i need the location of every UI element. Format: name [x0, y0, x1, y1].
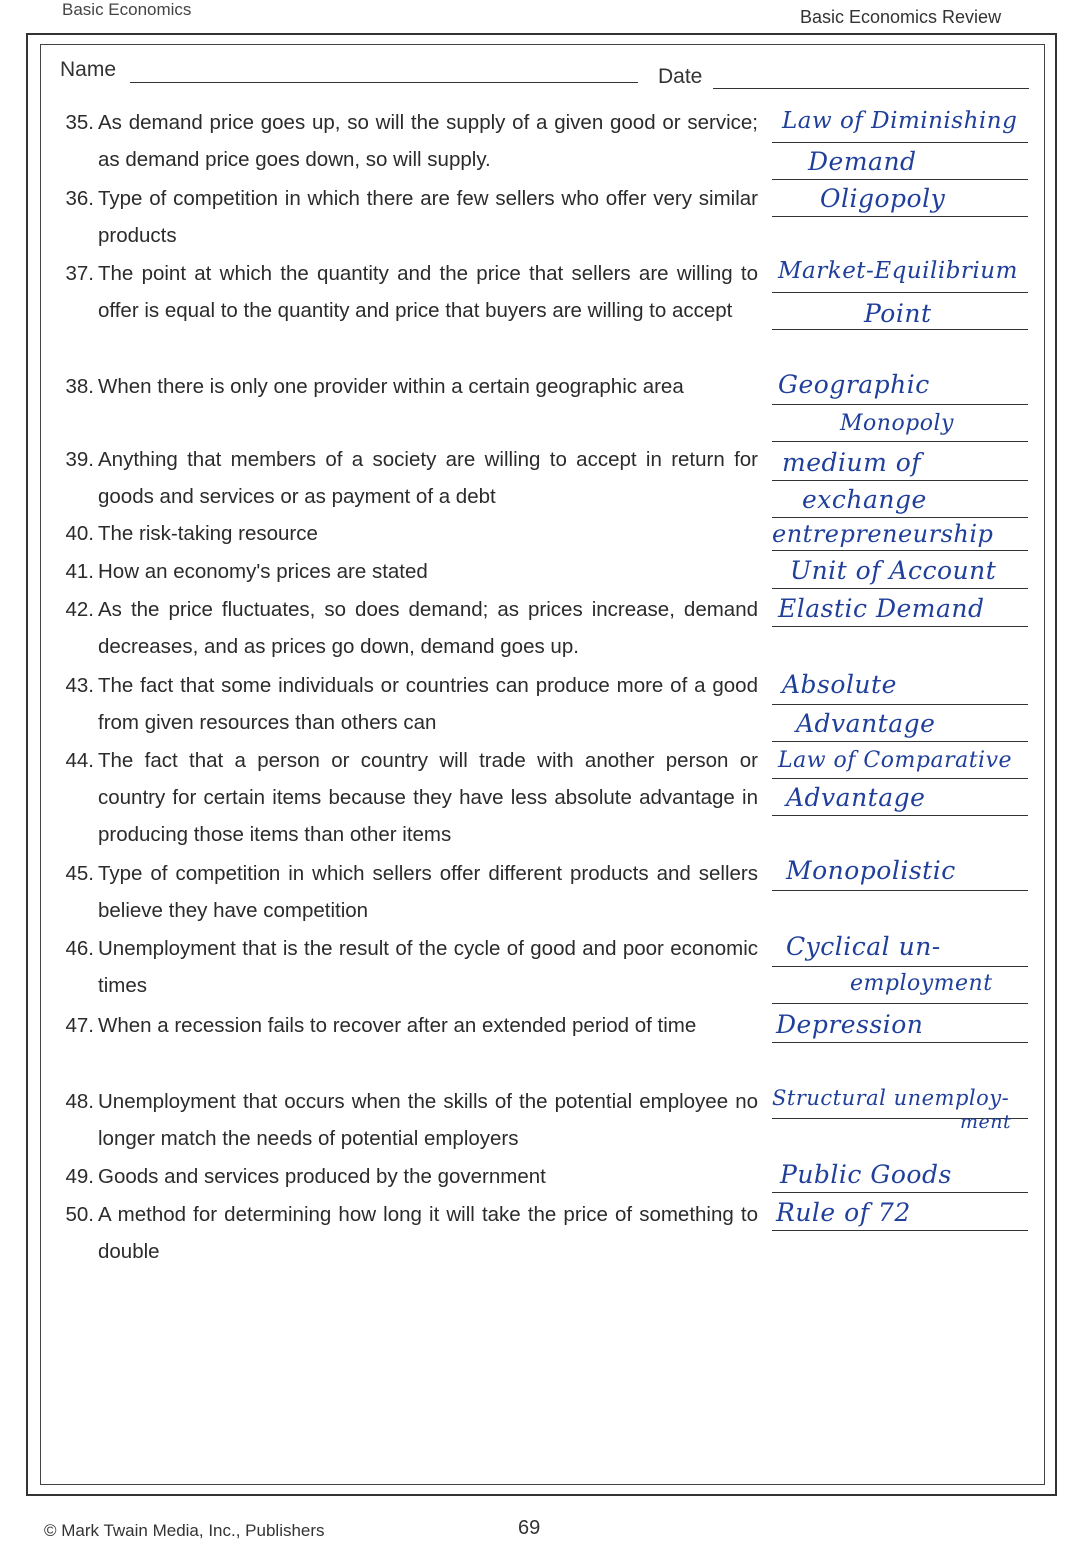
- question-number: 39.: [65, 448, 94, 471]
- question-46: [48, 930, 758, 1004]
- question-38: [48, 368, 758, 405]
- question-number: 50.: [65, 1203, 94, 1226]
- question-number: 36.: [65, 187, 94, 210]
- answer-44[interactable]: [772, 742, 1028, 816]
- answer-48-line2: ment: [960, 1111, 1012, 1133]
- question-43: [48, 667, 758, 741]
- answer-42[interactable]: [772, 590, 1028, 627]
- header-right: Basic Economics Review: [800, 7, 1002, 27]
- answer-35[interactable]: [772, 106, 1028, 180]
- question-number: 44.: [65, 749, 94, 772]
- answer-37-line2: Point: [864, 299, 932, 328]
- answer-44-line2: Advantage: [786, 783, 926, 812]
- answer-38[interactable]: [772, 368, 1028, 442]
- question-text: The fact that some individuals or countries can produce more of a good from given resources than others can: [98, 674, 758, 734]
- question-text: The fact that a person or country will trade with another person or country for certain items because they have less absolute advantage in producing those items than other items: [98, 749, 758, 846]
- answer-39[interactable]: [772, 444, 1028, 518]
- answer-38-line1: Geographic: [778, 370, 930, 399]
- question-text: Anything that members of a society are willing to accept in return for goods and services or as payment of a debt: [98, 448, 758, 508]
- answer-46[interactable]: [772, 930, 1028, 1004]
- question-44: [48, 742, 758, 853]
- question-text: Unemployment that is the result of the cycle of good and poor economic times: [98, 937, 758, 997]
- answer-41-line1: Unit of Account: [790, 556, 997, 585]
- header-left: Basic Economics: [62, 0, 192, 19]
- answer-39-line2: exchange: [802, 485, 927, 514]
- question-text: Unemployment that occurs when the skills of the potential employee no longer match the needs of potential employers: [98, 1090, 758, 1150]
- answer-49-line1: Public Goods: [780, 1160, 952, 1189]
- question-text: The point at which the quantity and the price that sellers are willing to offer is equal to the quantity and price that buyers are willing to accept: [98, 262, 758, 322]
- question-number: 46.: [65, 937, 94, 960]
- answer-39-line1: medium of: [782, 448, 922, 477]
- question-text: Goods and services produced by the government: [98, 1165, 546, 1188]
- answer-48-line1: Structural unemploy-: [772, 1086, 1010, 1110]
- question-number: 38.: [65, 375, 94, 398]
- answer-44-line1: Law of Comparative: [778, 748, 1013, 773]
- answer-43[interactable]: [772, 668, 1028, 742]
- question-text: When a recession fails to recover after an extended period of time: [98, 1014, 697, 1037]
- name-label: Name: [60, 58, 117, 81]
- answer-45[interactable]: [772, 854, 1028, 891]
- answer-43-line2: Advantage: [796, 709, 936, 738]
- answer-49[interactable]: [772, 1156, 1028, 1193]
- page-number: 69: [518, 1517, 541, 1539]
- answer-48[interactable]: [772, 1082, 1028, 1155]
- date-field[interactable]: [713, 88, 1029, 89]
- question-39: [48, 441, 758, 515]
- answer-47[interactable]: [772, 1006, 1028, 1043]
- answer-37-line1: Market-Equilibrium: [778, 258, 1018, 284]
- question-text: As demand price goes up, so will the supply of a given good or service; as demand price goes down, so will supply.: [98, 111, 758, 171]
- answer-40[interactable]: [772, 514, 1028, 551]
- question-36: [48, 180, 758, 254]
- answer-47-line1: Depression: [776, 1010, 924, 1039]
- question-number: 37.: [65, 262, 94, 285]
- question-47: [48, 1007, 758, 1044]
- answer-40-line1: entrepreneurship: [772, 520, 994, 548]
- question-37: [48, 255, 758, 329]
- answer-50-line1: Rule of 72: [776, 1198, 911, 1227]
- answer-35-line1: Law of Diminishing: [782, 108, 1018, 134]
- question-number: 35.: [65, 111, 94, 134]
- answer-50[interactable]: [772, 1194, 1028, 1231]
- question-number: 42.: [65, 598, 94, 621]
- question-text: How an economy's prices are stated: [98, 560, 428, 583]
- question-text: A method for determining how long it will take the price of something to double: [98, 1203, 758, 1263]
- answer-37[interactable]: [772, 256, 1028, 330]
- question-number: 45.: [65, 862, 94, 885]
- answer-43-line1: Absolute: [782, 670, 897, 699]
- publisher-credit: © Mark Twain Media, Inc., Publishers: [44, 1521, 325, 1540]
- answer-36-line1: Oligopoly: [820, 184, 946, 213]
- date-label: Date: [658, 65, 703, 88]
- question-50: [48, 1196, 758, 1270]
- question-40: [48, 515, 758, 552]
- question-text: When there is only one provider within a certain geographic area: [98, 375, 684, 398]
- question-49: [48, 1158, 758, 1195]
- answer-46-line2: employment: [850, 971, 993, 996]
- answer-46-line1: Cyclical un-: [786, 932, 941, 961]
- answer-45-line1: Monopolistic: [786, 856, 956, 885]
- question-number: 48.: [65, 1090, 94, 1113]
- name-field[interactable]: [130, 82, 638, 83]
- question-text: As the price fluctuates, so does demand; as prices increase, demand decreases, and as prices go down, demand goes up.: [98, 598, 758, 658]
- question-number: 41.: [65, 560, 94, 583]
- question-number: 40.: [65, 522, 94, 545]
- question-text: The risk-taking resource: [98, 522, 318, 545]
- question-41: [48, 553, 758, 590]
- question-number: 43.: [65, 674, 94, 697]
- question-number: 49.: [65, 1165, 94, 1188]
- answer-42-line1: Elastic Demand: [778, 594, 985, 623]
- question-45: [48, 855, 758, 929]
- question-35: [48, 104, 758, 178]
- question-text: Type of competition in which there are few sellers who offer very similar products: [98, 187, 758, 247]
- answer-41[interactable]: [772, 552, 1028, 589]
- question-text: Type of competition in which sellers offer different products and sellers believe they have competition: [98, 862, 758, 922]
- question-42: [48, 591, 758, 665]
- question-48: [48, 1083, 758, 1157]
- answer-38-line2: Monopoly: [840, 411, 954, 436]
- answer-36[interactable]: [772, 180, 1028, 217]
- answer-35-line2: Demand: [808, 147, 917, 176]
- question-number: 47.: [65, 1014, 94, 1037]
